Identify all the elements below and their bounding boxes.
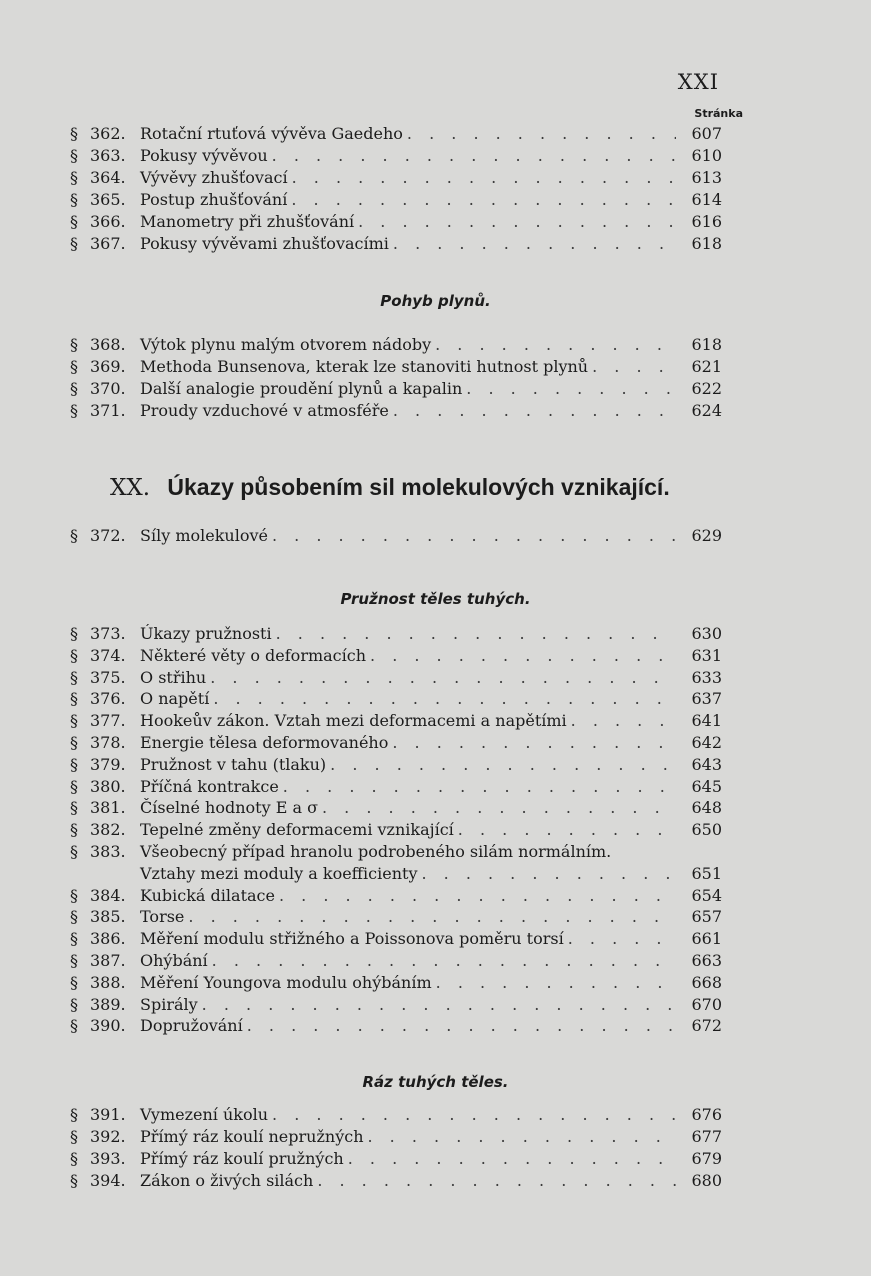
section-number: 371.	[90, 401, 126, 420]
section-sign: §	[70, 798, 78, 818]
section-sign: §	[70, 820, 78, 840]
section-sign: §	[70, 624, 78, 643]
toc-entry	[70, 1126, 722, 1148]
page-number: 618	[691, 234, 722, 253]
toc-entry	[70, 356, 722, 378]
section-sign: §	[70, 929, 78, 949]
section-sign: §	[70, 1127, 78, 1146]
section-number: 383.	[90, 842, 126, 861]
page-number: 672	[691, 1016, 722, 1036]
page-roman-number: XXI	[677, 70, 719, 94]
section-title: Ohýbání	[140, 951, 208, 970]
section-number: 385.	[90, 907, 126, 927]
section-title: O střihu	[140, 667, 207, 687]
page-number: 624	[691, 401, 722, 420]
dot-leader	[283, 776, 676, 798]
page-number: 633	[691, 667, 722, 687]
section-sign: §	[70, 994, 78, 1014]
section-title: Další analogie proudění plynů a kapalin	[140, 379, 463, 398]
toc-entry	[70, 885, 722, 907]
toc-entry	[70, 972, 722, 994]
section-number: 381.	[90, 798, 126, 818]
section-title: Rotační rtuťová vývěva Gaedeho	[140, 124, 403, 143]
section-number: 374.	[90, 645, 126, 665]
section-number: 394.	[90, 1171, 126, 1190]
section-number: 367.	[90, 234, 126, 253]
chapter-heading	[110, 474, 750, 501]
toc-entry	[70, 688, 722, 710]
page-number: 677	[691, 1127, 722, 1146]
section-title: Číselné hodnoty E a σ	[140, 798, 318, 818]
section-title: Torse	[140, 907, 185, 927]
section-number: 364.	[90, 168, 126, 187]
section-sign: §	[70, 711, 78, 731]
dot-leader	[436, 972, 676, 994]
page-number: 630	[691, 624, 722, 643]
page-number: 607	[691, 124, 722, 143]
subheading-gas-flow: Pohyb plynů.	[380, 292, 491, 310]
section-number: 391.	[90, 1105, 126, 1124]
section-sign: §	[70, 335, 78, 354]
dot-leader	[568, 928, 676, 950]
section-sign: §	[70, 526, 78, 545]
toc-entry	[70, 776, 722, 798]
section-sign: §	[70, 733, 78, 752]
section-number: 372.	[90, 526, 126, 545]
dot-leader	[188, 906, 676, 928]
page-number: 616	[691, 212, 722, 231]
section-sign: §	[70, 1149, 78, 1168]
section-sign: §	[70, 146, 78, 165]
section-title: Kubická dilatace	[140, 885, 275, 905]
section-number: 392.	[90, 1127, 126, 1146]
section-sign: §	[70, 234, 78, 253]
section-number: 369.	[90, 357, 126, 376]
toc-entry	[70, 145, 722, 167]
page-number: 654	[691, 885, 722, 905]
dot-leader	[272, 1104, 676, 1126]
toc-entry	[70, 710, 722, 732]
dot-leader	[435, 334, 676, 356]
section-title: Všeobecný případ hranolu podrobeného silám normálním.	[140, 842, 612, 861]
page-number: 631	[691, 645, 722, 665]
dot-leader	[213, 688, 676, 710]
page-number: 641	[691, 711, 722, 731]
section-title: O napětí	[140, 689, 210, 709]
page-column-label: Stránka	[694, 107, 743, 120]
toc-entry	[70, 1015, 722, 1037]
toc-entry	[70, 928, 722, 950]
section-sign: §	[70, 124, 78, 143]
section-title: Spirály	[140, 994, 198, 1014]
dot-leader	[291, 189, 676, 211]
page-number: 642	[691, 733, 722, 752]
toc-entry	[70, 906, 722, 928]
section-number: 388.	[90, 972, 126, 992]
toc-entry	[70, 1104, 722, 1126]
section-title: Tepelné změny deformacemi vznikající	[140, 820, 454, 840]
dot-leader	[317, 1170, 676, 1192]
section-number: 375.	[90, 667, 126, 687]
section-sign: §	[70, 1016, 78, 1036]
chapter-title: Úkazy působením sil molekulových vznikající.	[167, 474, 670, 500]
section-sign: §	[70, 907, 78, 927]
dot-leader	[247, 1015, 676, 1037]
section-number: 380.	[90, 776, 126, 796]
section-title: Vývěvy zhušťovací	[140, 168, 288, 187]
section-title: Vymezení úkolu	[140, 1105, 269, 1124]
section-number: 389.	[90, 994, 126, 1014]
section-number: 377.	[90, 711, 126, 731]
section-number: 387.	[90, 951, 126, 970]
section-title: Přímý ráz koulí nepružných	[140, 1127, 364, 1146]
page-number: 648	[691, 798, 722, 818]
section-number: 390.	[90, 1016, 126, 1036]
section-number: 366.	[90, 212, 126, 231]
page-number: 614	[691, 190, 722, 209]
dot-leader	[348, 1148, 676, 1170]
dot-leader	[370, 645, 676, 667]
section-title: Vztahy mezi moduly a koefficienty	[140, 863, 418, 883]
section-sign: §	[70, 645, 78, 665]
section-number: 393.	[90, 1149, 126, 1168]
page-number: 679	[691, 1149, 722, 1168]
toc-entry	[70, 732, 722, 754]
toc-entry	[70, 400, 722, 422]
section-sign: §	[70, 972, 78, 992]
section-title: Příčná kontrakce	[140, 776, 279, 796]
dot-leader	[466, 378, 676, 400]
section-sign: §	[70, 168, 78, 187]
section-title: Pružnost v tahu (tlaku)	[140, 754, 327, 774]
section-title: Měření Youngova modulu ohýbáním	[140, 972, 432, 992]
dot-leader	[571, 710, 676, 732]
dot-leader	[202, 994, 676, 1016]
section-number: 370.	[90, 379, 126, 398]
toc-entry	[70, 754, 722, 776]
section-number: 362.	[90, 124, 126, 143]
page-number: 637	[691, 689, 722, 709]
toc-entry	[70, 211, 722, 233]
section-number: 365.	[90, 190, 126, 209]
dot-leader	[407, 123, 676, 145]
section-title: Pokusy vývěvami zhušťovacími	[140, 234, 389, 253]
dot-leader	[393, 233, 676, 255]
section-number: 363.	[90, 146, 126, 165]
dot-leader	[272, 525, 676, 547]
dot-leader	[210, 667, 676, 689]
section-title: Dopružování	[140, 1016, 243, 1036]
section-title: Měření modulu střižného a Poissonova poměru torsí	[140, 929, 564, 949]
dot-leader	[272, 145, 676, 167]
section-title: Manometry při zhušťování	[140, 212, 355, 231]
section-title: Některé věty o deformacích	[140, 645, 367, 665]
toc-entry	[70, 334, 722, 356]
toc-entry	[70, 525, 722, 547]
dot-leader	[592, 356, 676, 378]
page-number: 643	[691, 754, 722, 774]
toc-entry	[70, 623, 722, 645]
toc-entry	[70, 1170, 722, 1192]
page-number: 676	[691, 1105, 722, 1124]
toc-entry	[70, 994, 722, 1016]
section-title: Pokusy vývěvou	[140, 146, 268, 165]
dot-leader	[322, 797, 676, 819]
section-number: 379.	[90, 754, 126, 774]
section-title: Výtok plynu malým otvorem nádoby	[140, 335, 432, 354]
section-title: Methoda Bunsenova, kterak lze stanoviti hutnost plynů	[140, 357, 589, 376]
page-number: 651	[691, 863, 722, 883]
section-title: Energie tělesa deformovaného	[140, 733, 389, 752]
section-title: Úkazy pružnosti	[140, 624, 272, 643]
toc-entry	[70, 841, 722, 863]
toc-entry	[70, 950, 722, 972]
section-sign: §	[70, 401, 78, 420]
page-number: 613	[691, 168, 722, 187]
section-sign: §	[70, 190, 78, 209]
page-number: 663	[691, 951, 722, 970]
page-number: 645	[691, 776, 722, 796]
page-number: 618	[691, 335, 722, 354]
page-number: 650	[691, 820, 722, 840]
section-title: Hookeův zákon. Vztah mezi deformacemi a napětími	[140, 711, 567, 731]
toc-entry	[70, 797, 722, 819]
section-sign: §	[70, 885, 78, 905]
section-sign: §	[70, 689, 78, 709]
dot-leader	[458, 819, 676, 841]
dot-leader	[292, 167, 676, 189]
section-number: 376.	[90, 689, 126, 709]
section-title: Postup zhušťování	[140, 190, 288, 209]
page-number: 657	[691, 907, 722, 927]
subheading-elasticity: Pružnost těles tuhých.	[340, 590, 531, 608]
section-title: Proudy vzduchové v atmosféře	[140, 401, 389, 420]
section-sign: §	[70, 951, 78, 970]
dot-leader	[330, 754, 676, 776]
toc-entry	[70, 645, 722, 667]
section-number: 368.	[90, 335, 126, 354]
page-number: 621	[691, 357, 722, 376]
page-number: 668	[691, 972, 722, 992]
toc-entry	[70, 123, 722, 145]
toc-entry	[70, 667, 722, 689]
section-title: Síly molekulové	[140, 526, 268, 545]
section-number: 382.	[90, 820, 126, 840]
page-number: 670	[691, 994, 722, 1014]
section-number: 386.	[90, 929, 126, 949]
toc-entry	[70, 819, 722, 841]
section-sign: §	[70, 1105, 78, 1124]
section-sign: §	[70, 1171, 78, 1190]
section-number: 384.	[90, 885, 126, 905]
section-title: Zákon o živých silách	[140, 1171, 314, 1190]
dot-leader	[421, 863, 676, 885]
toc-entry	[70, 167, 722, 189]
toc-entry	[70, 233, 722, 255]
dot-leader	[358, 211, 676, 233]
section-number: 378.	[90, 733, 126, 752]
section-sign: §	[70, 776, 78, 796]
dot-leader	[368, 1126, 677, 1148]
dot-leader	[279, 885, 676, 907]
dot-leader	[276, 623, 676, 645]
toc-entry	[70, 863, 722, 885]
section-sign: §	[70, 212, 78, 231]
dot-leader	[212, 950, 676, 972]
section-sign: §	[70, 754, 78, 774]
subheading-impact: Ráz tuhých těles.	[362, 1073, 509, 1091]
toc-entry	[70, 378, 722, 400]
page-number: 622	[691, 379, 722, 398]
dot-leader	[392, 732, 676, 754]
page-number: 661	[691, 929, 722, 949]
page-number: 629	[691, 526, 722, 545]
section-sign: §	[70, 357, 78, 376]
dot-leader	[393, 400, 676, 422]
section-sign: §	[70, 842, 78, 861]
toc-entry	[70, 1148, 722, 1170]
section-title: Přímý ráz koulí pružných	[140, 1149, 344, 1168]
page-number: 680	[691, 1171, 722, 1190]
toc-entry	[70, 189, 722, 211]
chapter-number: XX.	[110, 475, 151, 501]
section-sign: §	[70, 379, 78, 398]
page-number: 610	[691, 146, 722, 165]
section-number: 373.	[90, 624, 126, 643]
section-sign: §	[70, 667, 78, 687]
